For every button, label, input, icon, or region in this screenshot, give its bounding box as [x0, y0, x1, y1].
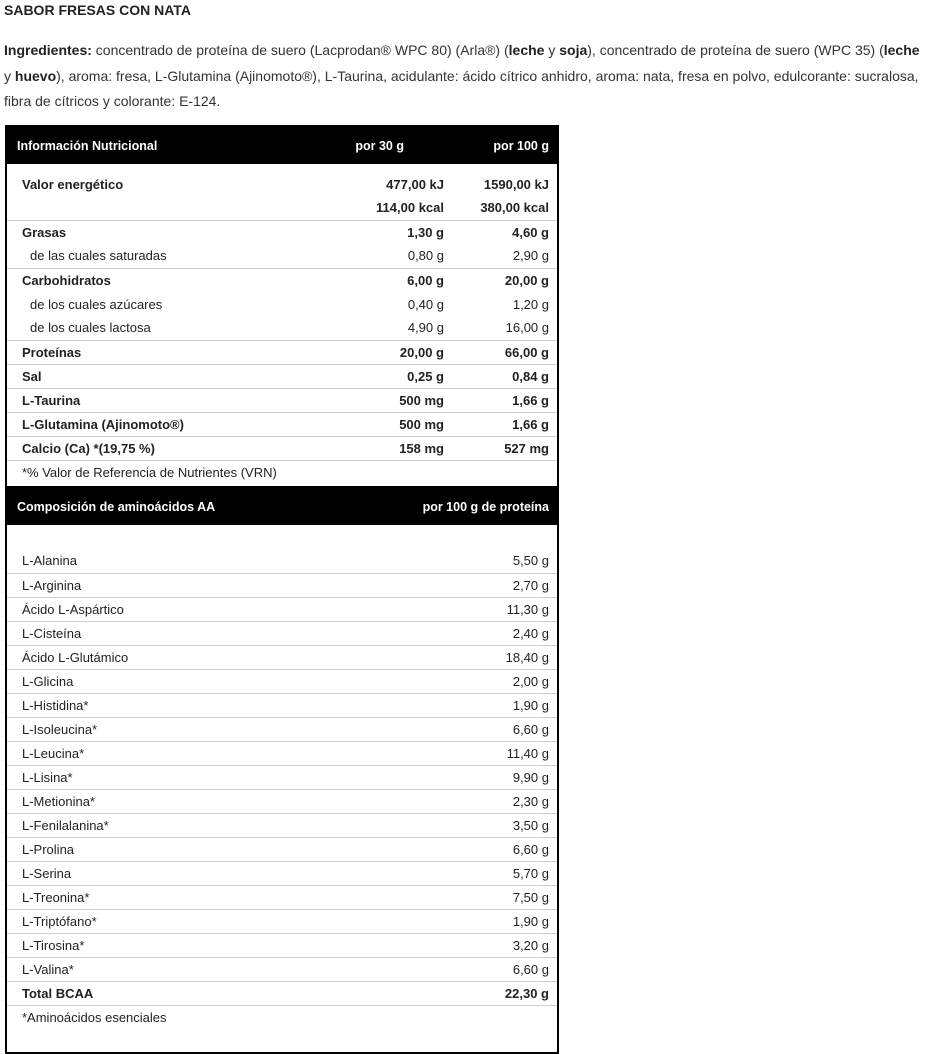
amino-header-row: [6, 487, 558, 525]
amino-row-label: L-Isoleucina*: [6, 717, 408, 741]
nutrition-row-label: de las cuales saturadas: [30, 248, 167, 264]
allergen-egg: huevo: [14, 67, 57, 84]
nutrition-header-per100: por 100 g: [493, 138, 549, 153]
nutrition-row-per100: 4,60 g: [452, 220, 558, 244]
amino-row: [6, 789, 558, 813]
nutrition-row: [6, 316, 558, 340]
nutrition-row-per30: 0,40 g: [407, 296, 444, 312]
amino-row-value: 5,70 g: [408, 861, 558, 885]
ingredients-text: ), concentrado de proteína de suero (WPC 35) (: [587, 42, 884, 58]
nutrition-footnote: *% Valor de Referencia de Nutrientes (VRN): [6, 460, 558, 484]
amino-row-value: 6,60 g: [408, 717, 558, 741]
nutrition-row-per100: 527 mg: [452, 436, 558, 460]
amino-row-label: L-Alanina: [22, 553, 77, 569]
amino-row: [6, 645, 558, 669]
nutrition-row-per100: 1,66 g: [452, 388, 558, 412]
ingredients-text: ), aroma: fresa, L-Glutamina (Ajinomoto®), L-Taurina, acidulante: ácido cítrico anhidro, aroma: nata, fresa en polvo, edulcorante: sucralosa, fibra de cítricos y colorante: E-124.: [4, 67, 919, 109]
flavor-heading: SABOR FRESAS CON NATA: [4, 2, 191, 18]
amino-row-label: L-Cisteína: [6, 621, 408, 645]
nutrition-row-per100: 2,90 g: [512, 248, 549, 264]
nutrition-row-per30: 500 mg: [290, 388, 452, 412]
ingredients-text: concentrado de proteína de suero (Lacprodan® WPC 80) (Arla®) (: [91, 42, 509, 58]
amino-row-label: L-Valina*: [6, 957, 408, 981]
amino-row: [6, 909, 558, 933]
amino-row-value: 5,50 g: [512, 553, 549, 569]
amino-row-label: L-Metionina*: [6, 789, 408, 813]
allergen-milk: leche: [508, 42, 545, 58]
energy-label: Valor energético: [22, 176, 124, 192]
nutrition-row-label: L-Taurina: [6, 388, 290, 412]
nutrition-row-label: Sal: [6, 364, 290, 388]
nutrition-row-label: Grasas: [6, 220, 290, 244]
amino-row: [6, 957, 558, 981]
nutrition-row-per30: 4,90 g: [407, 320, 444, 336]
nutrition-row-per30: 0,80 g: [407, 248, 444, 264]
amino-row: [6, 669, 558, 693]
amino-header-per100: por 100 g de proteína: [422, 499, 549, 514]
nutrition-row: [6, 388, 558, 412]
nutrition-row-per100: 16,00 g: [505, 320, 549, 336]
ingredients-text: y: [544, 42, 560, 58]
amino-row-label: L-Serina: [6, 861, 408, 885]
nutrition-row-per30: 158 mg: [290, 436, 452, 460]
amino-header-label: Composición de aminoácidos AA: [17, 499, 216, 514]
energy-kj-per30: 477,00 kJ: [386, 176, 444, 192]
nutrition-row: [6, 292, 558, 316]
nutrition-row-per100: 1,20 g: [512, 296, 549, 312]
amino-acid-table: [5, 486, 559, 1054]
ingredients-label: Ingredientes:: [4, 42, 92, 58]
nutrition-row-per100: 20,00 g: [452, 268, 558, 292]
amino-row-value: 6,60 g: [408, 957, 558, 981]
nutrition-row: [6, 244, 558, 268]
amino-row-label: L-Glicina: [6, 669, 408, 693]
amino-row: [6, 861, 558, 885]
nutrition-footnote-row: [6, 460, 558, 484]
nutrition-row-per30: 20,00 g: [290, 340, 452, 364]
amino-row-label: L-Tirosina*: [6, 933, 408, 957]
nutrition-row-per30: 1,30 g: [290, 220, 452, 244]
amino-row-label: L-Prolina: [6, 837, 408, 861]
nutrition-row-per100: 1,66 g: [452, 412, 558, 436]
nutrition-row-per30: 0,25 g: [290, 364, 452, 388]
amino-row-value: 3,20 g: [408, 933, 558, 957]
amino-row: [6, 933, 558, 957]
amino-row-label: Ácido L-Glutámico: [6, 645, 408, 669]
amino-row: [6, 549, 558, 573]
amino-row: [6, 717, 558, 741]
amino-row-value: 3,50 g: [408, 813, 558, 837]
amino-row-label: Ácido L-Aspártico: [6, 597, 408, 621]
nutrition-row: [6, 340, 558, 364]
amino-row: [6, 621, 558, 645]
amino-row-value: 7,50 g: [408, 885, 558, 909]
nutrition-header-row: [6, 126, 558, 164]
nutrition-row-label: de los cuales lactosa: [30, 320, 151, 336]
energy-kj-per100: 1590,00 kJ: [483, 176, 549, 192]
amino-row: [6, 693, 558, 717]
nutrition-row-label: Carbohidratos: [6, 268, 290, 292]
amino-row-label: L-Triptófano*: [6, 909, 408, 933]
amino-row-value: 6,60 g: [408, 837, 558, 861]
amino-row-value: 11,30 g: [408, 597, 558, 621]
amino-row-label: L-Histidina*: [6, 693, 408, 717]
amino-row-label: L-Lisina*: [6, 765, 408, 789]
nutrition-row-label: Calcio (Ca) *(19,75 %): [6, 436, 290, 460]
amino-row-label: L-Fenilalanina*: [6, 813, 408, 837]
allergen-soy: soja: [559, 42, 588, 58]
nutrition-row-label: de los cuales azúcares: [30, 296, 163, 312]
nutrition-row: [6, 436, 558, 460]
ingredients-paragraph: [4, 38, 928, 115]
amino-row: [6, 837, 558, 861]
nutrition-row: [6, 220, 558, 244]
amino-row-value: 18,40 g: [408, 645, 558, 669]
amino-footnote-row: [6, 1005, 558, 1029]
nutrition-header-label: Información Nutricional: [17, 138, 158, 153]
amino-row: [6, 813, 558, 837]
amino-row-value: 1,90 g: [408, 693, 558, 717]
amino-row-label: L-Arginina: [6, 573, 408, 597]
amino-row: [6, 765, 558, 789]
amino-row-value: 2,30 g: [408, 789, 558, 813]
nutrition-row-per30: 500 mg: [290, 412, 452, 436]
nutrition-row: [6, 268, 558, 292]
amino-row: [6, 573, 558, 597]
nutrition-row-per100: 66,00 g: [452, 340, 558, 364]
amino-row-value: 2,70 g: [408, 573, 558, 597]
nutrition-table: [5, 125, 559, 492]
nutrition-row-label: Proteínas: [6, 340, 290, 364]
amino-row-value: 2,40 g: [408, 621, 558, 645]
energy-kj-row: [6, 172, 558, 196]
amino-total-label: Total BCAA: [6, 981, 408, 1005]
energy-kcal-per30: 114,00 kcal: [376, 200, 444, 216]
amino-row-value: 9,90 g: [408, 765, 558, 789]
energy-kcal-row: [6, 196, 558, 220]
nutrition-row: [6, 364, 558, 388]
amino-row-value: 11,40 g: [408, 741, 558, 765]
nutrition-row-label: L-Glutamina (Ajinomoto®): [6, 412, 290, 436]
ingredients-text: y: [4, 67, 15, 84]
amino-row: [6, 741, 558, 765]
amino-footnote: *Aminoácidos esenciales: [6, 1005, 558, 1029]
amino-row: [6, 597, 558, 621]
nutrition-row: [6, 412, 558, 436]
nutrition-header-per30: por 30 g: [355, 138, 404, 153]
allergen-milk: leche: [883, 42, 920, 58]
amino-row: [6, 885, 558, 909]
amino-row-label: L-Treonina*: [6, 885, 408, 909]
energy-kcal-per100: 380,00 kcal: [480, 200, 549, 216]
amino-row-value: 2,00 g: [408, 669, 558, 693]
nutrition-row-per30: 6,00 g: [290, 268, 452, 292]
nutrition-row-per100: 0,84 g: [452, 364, 558, 388]
amino-row-label: L-Leucina*: [6, 741, 408, 765]
amino-row-value: 1,90 g: [408, 909, 558, 933]
amino-total-value: 22,30 g: [408, 981, 558, 1005]
amino-total-row: [6, 981, 558, 1005]
